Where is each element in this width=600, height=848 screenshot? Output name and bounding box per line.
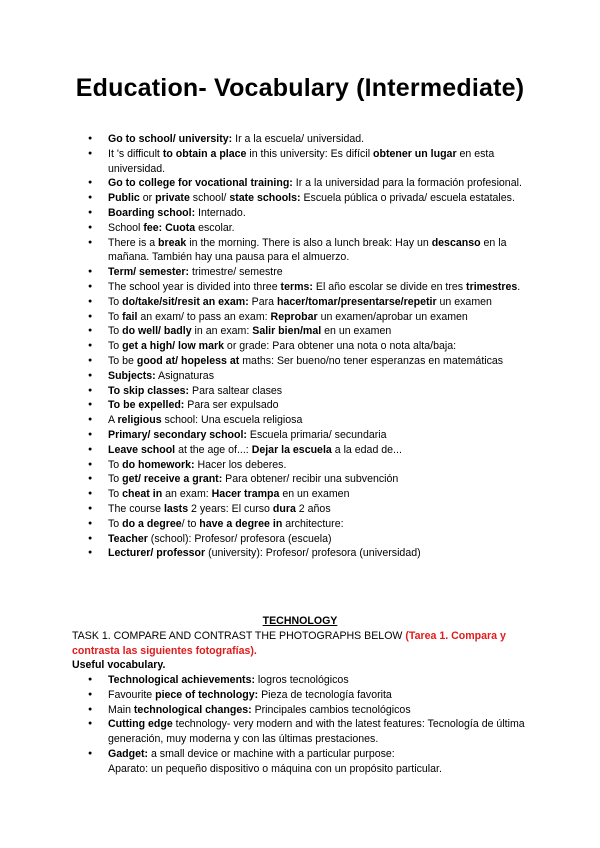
bold-term: private <box>155 192 190 205</box>
text-segment: Ir a la escuela/ universidad. <box>232 133 365 145</box>
vocabulary-item <box>72 369 532 384</box>
text-segment: . <box>517 280 521 293</box>
vocabulary-item <box>72 472 532 487</box>
vocabulary-item <box>72 324 532 339</box>
bold-term: Boarding school: <box>108 206 196 219</box>
bold-term: to obtain a place <box>162 147 247 160</box>
vocabulary-item <box>72 339 532 354</box>
text-segment: Ir a la universidad para la formación profesional. <box>292 177 522 190</box>
vocabulary-item <box>72 132 532 147</box>
text-segment: Aparato: un pequeño dispositivo o máquina con un propósito particular. <box>108 762 442 775</box>
text-segment: 2 years: El curso <box>188 502 273 515</box>
bold-term: hacer/tomar/presentarse/repetir <box>277 295 437 308</box>
bold-term: Primary/ secondary school: <box>108 428 247 441</box>
vocabulary-item <box>72 191 532 206</box>
text-segment: To <box>108 295 123 308</box>
bold-term: Public <box>108 192 140 205</box>
text-segment: school: Una escuela religiosa <box>161 414 303 427</box>
text-segment: To <box>108 488 123 501</box>
bold-term: Dejar la escuela <box>251 443 332 456</box>
bold-term: do a degree <box>122 517 182 530</box>
bold-term: Go to school/ university: <box>108 133 233 145</box>
text-segment: technology- very modern and with the latest features: Tecnología de última generación, muy moderna y con las últimas prestaciones. <box>108 718 525 746</box>
vocabulary-item <box>72 487 532 502</box>
text-segment: Escuela primaria/ secundaria <box>246 428 387 441</box>
bold-term: Lecturer/ professor <box>108 547 206 560</box>
technology-item <box>72 703 534 718</box>
bold-term: To skip classes: <box>108 384 190 397</box>
bold-term: To be expelled: <box>108 399 185 412</box>
text-segment: in the morning. There is also a lunch break: Hay un <box>186 236 432 249</box>
vocabulary-item <box>72 265 532 280</box>
task-text: TASK 1. COMPARE AND CONTRAST THE PHOTOGRAPHS BELOW <box>72 630 406 642</box>
bold-term: religious <box>117 414 162 427</box>
vocabulary-item <box>72 398 532 413</box>
text-segment: a small device or machine with a particular purpose: <box>148 747 395 760</box>
text-segment: or <box>139 192 156 205</box>
text-segment: Para <box>248 295 277 308</box>
bold-term: Salir bien/mal <box>252 325 322 338</box>
text-segment: (school): Profesor/ profesora (escuela) <box>147 532 332 545</box>
bold-term: trimestres <box>466 280 518 293</box>
bold-term: dura <box>272 502 296 515</box>
bold-term: technological changes: <box>133 703 252 716</box>
technology-vocabulary-list <box>72 673 534 777</box>
text-segment: en la mañana. También hay una pausa para el almuerzo. <box>108 236 507 264</box>
text-segment: Main <box>108 703 134 716</box>
bold-term: fail <box>122 310 138 323</box>
bold-term: obtener un lugar <box>373 147 457 160</box>
text-segment: School <box>108 221 144 234</box>
text-segment: logros tecnológicos <box>254 674 349 686</box>
text-segment: To <box>108 473 123 486</box>
vocabulary-item <box>72 384 532 399</box>
bold-term: cheat in <box>122 488 163 501</box>
text-segment: El año escolar se divide en tres <box>312 280 467 293</box>
bold-term: Subjects: <box>108 369 156 382</box>
vocabulary-item <box>72 532 532 547</box>
text-segment: To <box>108 517 123 530</box>
text-segment: A <box>108 414 118 427</box>
text-segment: en un examen <box>279 488 350 501</box>
vocabulary-item <box>72 517 532 532</box>
vocabulary-item <box>72 206 532 221</box>
text-segment: an exam/ to pass an exam: <box>137 310 271 323</box>
text-segment: The course <box>108 502 164 515</box>
bold-term: do homework: <box>122 458 195 471</box>
text-segment: Pieza de tecnología favorita <box>258 688 392 701</box>
bold-term: get a high/ low mark <box>122 340 224 353</box>
text-segment: / to <box>181 517 200 530</box>
vocabulary-item <box>72 310 532 325</box>
vocabulary-item <box>72 147 532 177</box>
vocabulary-item <box>72 458 532 473</box>
text-segment: It 's difficult <box>108 147 163 160</box>
technology-item <box>72 688 534 703</box>
bold-term: Technological achievements: <box>108 674 255 686</box>
bold-term: Go to college for vocational training: <box>108 177 293 190</box>
bold-term: Hacer trampa <box>211 488 280 501</box>
bold-term: piece of technology: <box>155 688 259 701</box>
vocabulary-item <box>72 443 532 458</box>
text-segment: To be <box>108 354 137 367</box>
bold-term: do well/ badly <box>122 325 192 338</box>
text-segment: en un examen <box>321 325 392 338</box>
vocabulary-item <box>72 280 532 295</box>
text-segment: Hacer los deberes. <box>194 458 287 471</box>
text-segment: school/ <box>189 192 230 205</box>
text-segment: a la edad de... <box>331 443 402 456</box>
text-segment: en esta universidad. <box>108 147 495 175</box>
vocabulary-item <box>72 236 532 266</box>
bold-term: lasts <box>163 502 189 515</box>
vocabulary-item <box>72 546 532 561</box>
task-instruction <box>72 629 534 659</box>
bold-term: terms: <box>280 280 313 293</box>
text-segment: 2 años <box>295 502 331 515</box>
text-segment: Principales cambios tecnológicos <box>251 703 411 716</box>
vocabulary-item <box>72 502 532 517</box>
technology-item <box>72 673 534 688</box>
text-segment: To <box>108 310 123 323</box>
text-segment: Escuela pública o privada/ escuela estatales. <box>300 192 515 205</box>
text-segment: an exam: <box>162 488 212 501</box>
text-segment: Para saltear clases <box>189 384 283 397</box>
bold-term: break <box>158 236 187 249</box>
vocabulary-item <box>72 176 532 191</box>
text-segment: Internado. <box>195 206 246 219</box>
technology-item <box>72 717 534 747</box>
bold-term: have a degree in <box>199 517 283 530</box>
text-segment: To <box>108 340 123 353</box>
technology-item <box>72 747 534 777</box>
text-segment: Para obtener/ recibir una subvención <box>222 473 399 486</box>
bold-term: descanso <box>431 236 481 249</box>
text-segment: escolar. <box>195 221 235 234</box>
vocabulary-item <box>72 354 532 369</box>
useful-vocabulary-label: Useful vocabulary. <box>72 659 166 671</box>
bold-term: Teacher <box>108 532 148 545</box>
bold-term: Cutting edge <box>108 718 173 731</box>
task-translation: (Tarea 1. Compara y contrasta las siguientes fotografías). <box>72 630 506 657</box>
text-segment: Favourite <box>108 688 156 701</box>
bold-term: do/take/sit/resit an exam: <box>122 295 249 308</box>
vocabulary-item <box>72 295 532 310</box>
bold-term: good at/ hopeless at <box>136 354 240 367</box>
text-segment: (university): Profesor/ profesora (universidad) <box>205 547 421 560</box>
section-heading-technology: TECHNOLOGY <box>262 615 338 627</box>
text-segment: at the age of...: <box>175 443 252 456</box>
text-segment: architecture: <box>282 517 344 530</box>
text-segment: There is a <box>108 236 159 249</box>
text-segment: un examen <box>436 295 492 308</box>
text-segment: in an exam: <box>191 325 253 338</box>
text-segment: Para ser expulsado <box>184 399 279 412</box>
text-segment: Asignaturas <box>155 369 214 382</box>
text-segment: To <box>108 325 123 338</box>
vocabulary-item <box>72 221 532 236</box>
bold-term: Term/ semester: <box>108 266 190 279</box>
vocabulary-list <box>72 132 532 561</box>
bold-term: get/ receive a grant: <box>122 473 223 486</box>
bold-term: Gadget: <box>108 747 149 760</box>
vocabulary-item <box>72 428 532 443</box>
bold-term: state schools: <box>229 192 301 205</box>
text-segment: The school year is divided into three <box>108 280 281 293</box>
text-segment: un examen/aprobar un examen <box>317 310 468 323</box>
text-segment: or grade: Para obtener una nota o nota alta/baja: <box>223 340 457 353</box>
bold-term: Leave school <box>108 443 176 456</box>
page-title: Education- Vocabulary (Intermediate) <box>75 74 525 102</box>
vocabulary-item <box>72 413 532 428</box>
text-segment: in this university: Es difícil <box>246 147 373 160</box>
bold-term: fee: Cuota <box>143 221 196 234</box>
bold-term: Reprobar <box>270 310 318 323</box>
text-segment: trimestre/ semestre <box>189 266 283 279</box>
text-segment: To <box>108 458 123 471</box>
text-segment: maths: Ser bueno/no tener esperanzas en matemáticas <box>239 354 504 367</box>
